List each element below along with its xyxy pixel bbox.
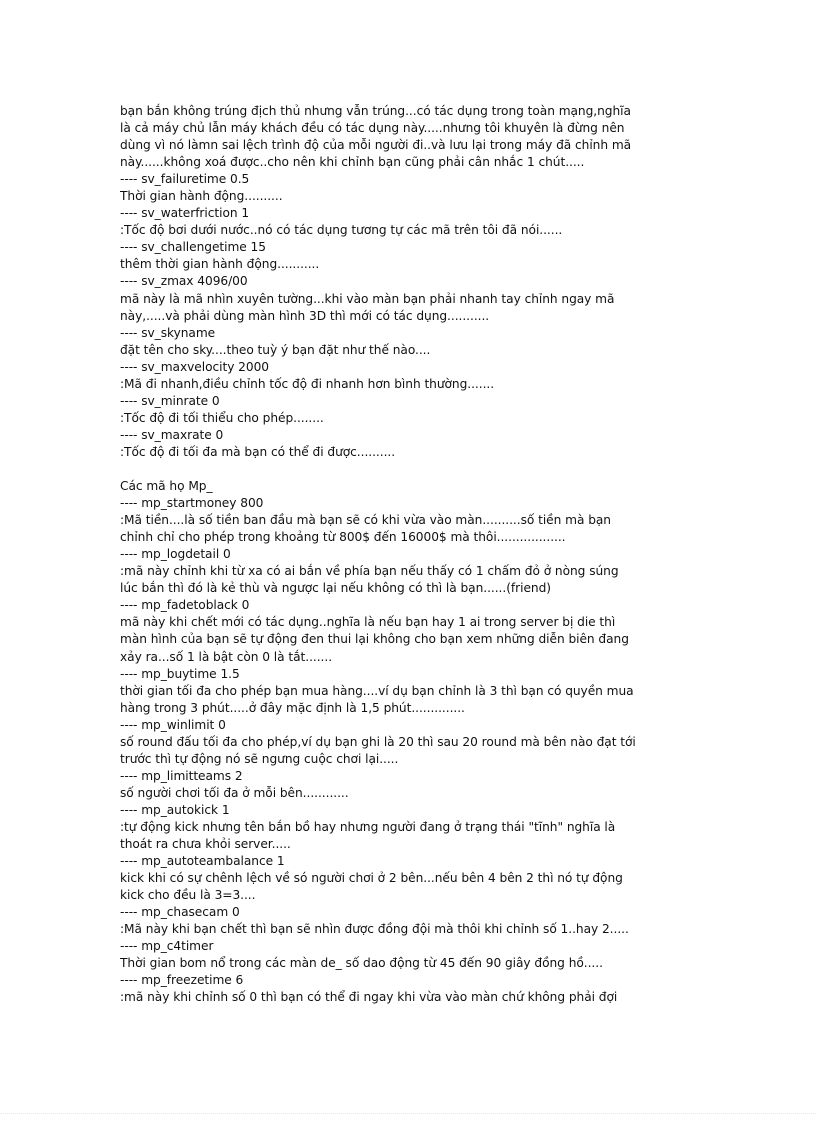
text-line: kick khi có sự chênh lệch về só người chơi ở 2 bên...nếu bên 4 bên 2 thì nó tự động [120,871,623,886]
text-line: :Mã đi nhanh,điều chỉnh tốc độ đi nhanh hơn bình thường....... [120,376,495,391]
text-line: :mã này khi chỉnh số 0 thì bạn có thể đi ngay khi vừa vào màn chứ không phải đợi [120,990,618,1005]
text-line: :Tốc độ đi tối thiểu cho phép........ [120,410,324,425]
text-line: số người chơi tối đa ở mỗi bên............ [120,785,349,800]
text-line: xảy ra...số 1 là bật còn 0 là tắt....... [120,649,333,664]
text-line: dùng vì nó làmn sai lệch trình độ của mỗi người đi..và lưu lại trong máy đã chỉnh mã [120,138,632,153]
command-line: ---- mp_winlimit 0 [120,717,226,732]
command-line: ---- mp_logdetail 0 [120,547,231,562]
command-line: ---- mp_chasecam 0 [120,905,240,920]
command-line: ---- sv_zmax 4096/00 [120,274,248,289]
command-line: ---- sv_skyname [120,325,216,340]
text-line: là cả máy chủ lẫn máy khách đều có tác dụng này.....nhưng tôi khuyên là đừng nên [120,121,625,136]
command-line: ---- sv_waterfriction 1 [120,206,250,221]
text-line: này......không xoá được..cho nên khi chỉnh bạn cũng phải cân nhắc 1 chút..... [120,155,585,170]
command-line: ---- sv_maxrate 0 [120,427,224,442]
text-line: thoát ra chưa khỏi server..... [120,837,291,852]
text-line: mã này là mã nhìn xuyên tường...khi vào màn bạn phải nhanh tay chỉnh ngay mã [120,291,615,306]
command-line: ---- mp_freezetime 6 [120,973,244,988]
text-line: thêm thời gian hành động........... [120,257,320,272]
command-line: ---- sv_failuretime 0.5 [120,172,250,187]
text-line: trước thì tự động nó sẽ ngưng cuộc chơi lại..... [120,751,399,766]
command-line: ---- mp_autokick 1 [120,802,230,817]
document-body [120,103,710,1006]
text-line: :Mã tiền....là số tiền ban đầu mà bạn sẽ có khi vừa vào màn..........số tiền mà bạn [120,513,611,528]
text-line: lúc bắn thì đó là kẻ thù và ngược lại nếu không có thì là bạn......(friend) [120,581,551,596]
text-line: :Tốc độ đi tối đa mà bạn có thể đi được.......... [120,444,396,459]
command-line: ---- sv_maxvelocity 2000 [120,359,269,374]
text-line: Thời gian bom nổ trong các màn de_ số dao động từ 45 đến 90 giây đồng hồ..... [120,956,603,971]
command-line: ---- mp_buytime 1.5 [120,666,240,681]
text-line: bạn bắn không trúng địch thủ nhưng vẫn trúng...có tác dụng trong toàn mạng,nghĩa [120,104,631,118]
text-line: Thời gian hành động.......... [120,189,283,204]
text-line: chỉnh chỉ cho phép trong khoảng từ 800$ đến 16000$ mà thôi.................. [120,530,566,545]
command-line: ---- sv_minrate 0 [120,393,220,408]
text-line: màn hình của bạn sẽ tự động đen thui lại không cho bạn xem những diễn biên đang [120,632,629,647]
section-heading: Các mã họ Mp_ [120,479,213,494]
text-line: thời gian tối đa cho phép bạn mua hàng....ví dụ bạn chỉnh là 3 thì bạn có quyền mua [120,683,634,698]
text-line: kick cho đều là 3=3.... [120,888,256,903]
page-bottom-divider [0,1113,816,1115]
command-line: ---- mp_c4timer [120,939,214,954]
text-line: :Mã này khi bạn chết thì bạn sẽ nhìn được đồng đội mà thôi khi chỉnh số 1..hay 2..... [120,922,629,937]
blank-line [120,461,710,478]
text-line: số round đấu tối đa cho phép,ví dụ bạn ghi là 20 thì sau 20 round mà bên nào đạt tới [120,734,636,749]
command-line: ---- sv_challengetime 15 [120,240,266,255]
text-line: :mã này chỉnh khi từ xa có ai bắn về phía bạn nếu thấy có 1 chấm đỏ ở nòng súng [120,564,619,579]
command-line: ---- mp_startmoney 800 [120,496,264,511]
text-line: :tự động kick nhưng tên bắn bồ hay nhưng người đang ở trạng thái "tĩnh" nghĩa là [120,819,616,834]
text-line: :Tốc độ bơi dưới nước..nó có tác dụng tương tự các mã trên tôi đã nói...... [120,223,563,238]
command-line: ---- mp_autoteambalance 1 [120,854,285,869]
command-line: ---- mp_limitteams 2 [120,768,243,783]
text-line: này,.....và phải dùng màn hình 3D thì mới có tác dụng........... [120,308,490,323]
command-line: ---- mp_fadetoblack 0 [120,598,250,613]
text-line: mã này khi chết mới có tác dụng..nghĩa là nếu bạn hay 1 ai trong server bị die thì [120,615,616,630]
text-line: hàng trong 3 phút.....ở đây mặc định là 1,5 phút.............. [120,700,465,715]
text-line: đặt tên cho sky....theo tuỳ ý bạn đặt như thế nào.... [120,342,431,357]
